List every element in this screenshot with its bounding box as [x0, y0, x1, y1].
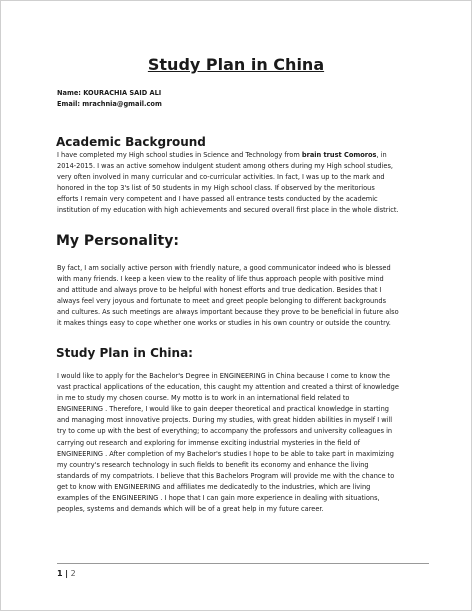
study-plan-heading: Study Plan in China: — [56, 346, 193, 360]
study-plan-line: ENGINEERING . After completion of my Bachelor's studies I hope to be able to take part in maximizing — [57, 449, 394, 458]
study-plan-line: try to come up with the best of everything; to accompany the professors and university colleagues in — [57, 427, 393, 436]
academic-line: efforts I remain very competent and I have passed all entrance tests conducted by the academic — [57, 195, 378, 204]
study-plan-line: my country's research technology in such fields to benefit its economy and enhance the living — [57, 460, 369, 469]
study-plan-line: and managing most innovative projects. During my studies, with great hidden abilities in myself I will — [57, 416, 393, 425]
personality-line: with many friends. I keep a keen view to the reality of life thus approach people with positive mind — [57, 275, 384, 284]
study-plan-line: ENGINEERING . Therefore, I would like to gain deeper theoretical and practical knowledge in starting — [57, 405, 389, 414]
study-plan-paragraph — [57, 371, 429, 515]
next-page-number[interactable]: 2 — [70, 569, 76, 578]
current-page-number: 1 — [57, 569, 63, 578]
study-plan-line: carrying out research and exploring for immense exciting industrial mysteries in the field of — [57, 438, 360, 447]
academic-heading: Academic Background — [56, 135, 206, 149]
study-plan-line: in me to study my chosen course. My motto is to work in an international field related to — [57, 394, 350, 403]
document-title: Study Plan in China — [147, 55, 325, 74]
academic-line: 2014-2015. I was an active somehow indulgent student among others during my High school studies, — [57, 162, 393, 171]
academic-line: honored in the top 3's list of 50 students in my High school class. If observed by the meritorious — [57, 184, 375, 193]
personality-line: it makes things easy to cope whether one works or studies in his own country or outside the country. — [57, 319, 391, 328]
academic-line: very often involved in many curricular and co-curricular activities. In fact, I was up to the mark and — [57, 173, 385, 182]
page-footer — [57, 563, 429, 578]
academic-paragraph — [57, 150, 429, 217]
page-separator: | — [65, 569, 69, 578]
study-plan-line: examples of the ENGINEERING . I hope that I can gain more experience in dealing with situations, — [57, 494, 380, 503]
study-plan-line: I would like to apply for the Bachelor's Degree in ENGINEERING in China because I come to know the — [57, 372, 390, 380]
personality-heading: My Personality: — [56, 233, 179, 249]
academic-line: I have completed my High school studies in Science and Technology from brain trust Comoros, in — [57, 151, 387, 159]
school-name: brain trust Comoros — [301, 151, 377, 159]
study-plan-line: standards of my compatriots. I believe that this Bachelors Program will provide me with the chance to — [57, 471, 395, 480]
personality-line: and attitude and always prove to be helpful with honest efforts and true dedication. Besides that I — [57, 286, 382, 295]
study-plan-line: peoples, systems and demands which will be of a great help in my future career. — [57, 505, 324, 514]
email-line: Email: mrachnia@gmail.com — [57, 100, 162, 108]
study-plan-line: get to know with ENGINEERING and affiliates me dedicatedly to the industries, which are living — [57, 482, 371, 491]
name-line: Name: KOURACHIA SAID ALI — [57, 89, 162, 97]
personality-line: always feel very joyous and fortunate to meet and greet people belonging to different backgrounds — [57, 297, 387, 306]
personality-line: and cultures. As such meetings are always important because they prove to be beneficial in future also — [57, 308, 399, 317]
personality-line: By fact, I am socially active person with friendly nature, a good communicator indeed who is blessed — [57, 264, 391, 272]
personality-paragraph — [57, 263, 429, 330]
study-plan-line: vast practical applications of the education, this caught my attention and created a thirst of knowledge — [57, 383, 399, 392]
academic-line: institution of my education with high achievements and secured overall first place in the whole district. — [57, 206, 399, 215]
